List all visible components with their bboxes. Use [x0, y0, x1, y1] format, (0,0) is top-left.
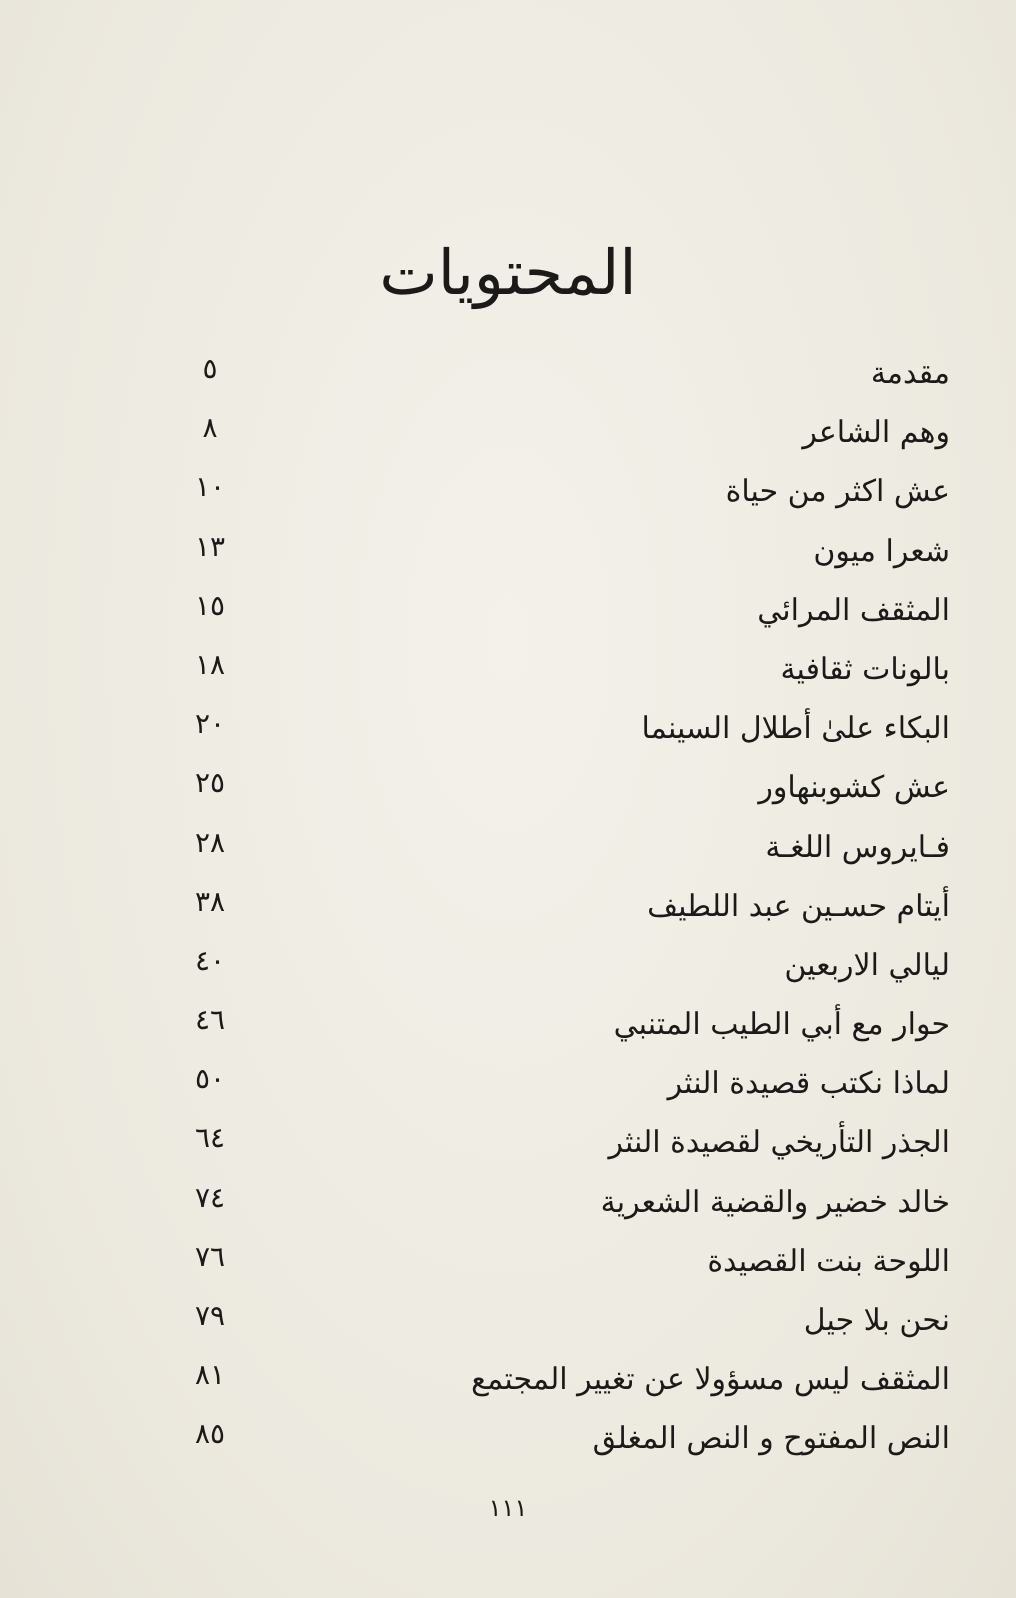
- toc-entry-title: أيتام حسـين عبد اللطيف: [647, 888, 950, 924]
- toc-entry-title: لماذا نكتب قصيدة النثر: [667, 1066, 950, 1102]
- page-title: المحتويات: [379, 236, 637, 309]
- toc-entry: [180, 885, 950, 944]
- toc-entry-title: النص المفتوح و النص المغلق: [592, 1421, 950, 1457]
- toc-entry-page-number: ٨١: [194, 1358, 226, 1392]
- toc-entry-title: بالونات ثقافية: [780, 651, 950, 687]
- toc-entry: [180, 1121, 950, 1180]
- toc-entry-title: شعرا ميون: [813, 533, 950, 569]
- toc-entry-title: عش اكثر من حياة: [725, 474, 950, 510]
- toc-entry-page-number: ٧٤: [194, 1180, 226, 1214]
- toc-entry: [180, 707, 950, 766]
- toc-entry: [180, 1358, 950, 1417]
- toc-entry: [180, 470, 950, 529]
- toc-entry-title: حوار مع أبي الطيب المتنبي: [613, 1007, 950, 1043]
- toc-entry-title: فـايروس اللغـة: [765, 829, 950, 865]
- toc-entry: [180, 1240, 950, 1299]
- toc-entry: [180, 411, 950, 470]
- toc-entry-title: مقدمة: [870, 356, 950, 391]
- toc-entry-page-number: ٥: [202, 352, 218, 385]
- toc-entry-page-number: ١٨: [194, 647, 226, 681]
- toc-entry-page-number: ٤٦: [194, 1003, 226, 1037]
- toc-entry-title: البكاء علىٰ أطلال السينما: [641, 711, 950, 747]
- toc-entry-page-number: ٢٠: [194, 707, 226, 741]
- toc-entry-title: المثقف المرائي: [757, 592, 950, 628]
- toc-entry-page-number: ٦٤: [194, 1121, 226, 1155]
- table-of-contents: [180, 352, 950, 1477]
- toc-entry-title: المثقف ليس مسؤولا عن تغيير المجتمع: [471, 1362, 950, 1398]
- toc-entry-title: عش كشوبنهاور: [758, 770, 950, 806]
- toc-entry-title: ليالي الاربعين: [784, 947, 950, 983]
- toc-entry-page-number: ٧٩: [194, 1299, 226, 1332]
- toc-entry-page-number: ٧٦: [194, 1239, 226, 1273]
- toc-entry-title: خالد خضير والقضية الشعرية: [600, 1184, 950, 1220]
- toc-entry: [180, 1062, 950, 1121]
- toc-entry: [180, 826, 950, 885]
- toc-entry: [180, 944, 950, 1003]
- toc-entry-title: وهم الشاعر: [802, 415, 950, 451]
- toc-entry: [180, 1417, 950, 1476]
- toc-entry-page-number: ١٥: [194, 588, 226, 622]
- toc-entry-page-number: ٢٨: [194, 825, 226, 859]
- toc-entry-page-number: ١٠: [194, 470, 226, 504]
- toc-entry: [180, 766, 950, 825]
- toc-entry: [180, 352, 950, 411]
- toc-entry: [180, 1299, 950, 1358]
- toc-entry-page-number: ٢٥: [194, 766, 226, 800]
- toc-entry: [180, 530, 950, 589]
- folio-page-number: ١١١: [488, 1494, 528, 1522]
- toc-entry-title: نحن بلا جيل: [803, 1303, 950, 1338]
- toc-entry-page-number: ١٣: [194, 529, 226, 563]
- toc-entry: [180, 648, 950, 707]
- toc-entry-page-number: ٤٠: [194, 943, 226, 977]
- toc-entry-title: اللوحة بنت القصيدة: [707, 1243, 950, 1279]
- toc-entry: [180, 589, 950, 648]
- toc-entry: [180, 1003, 950, 1062]
- toc-entry-title: الجذر التأريخي لقصيدة النثر: [608, 1125, 950, 1161]
- toc-entry-page-number: ٥٠: [194, 1062, 226, 1096]
- toc-entry-page-number: ٨٥: [194, 1417, 226, 1451]
- toc-entry-page-number: ٣٨: [194, 884, 226, 918]
- toc-entry-page-number: ٨: [202, 411, 218, 445]
- toc-entry: [180, 1181, 950, 1240]
